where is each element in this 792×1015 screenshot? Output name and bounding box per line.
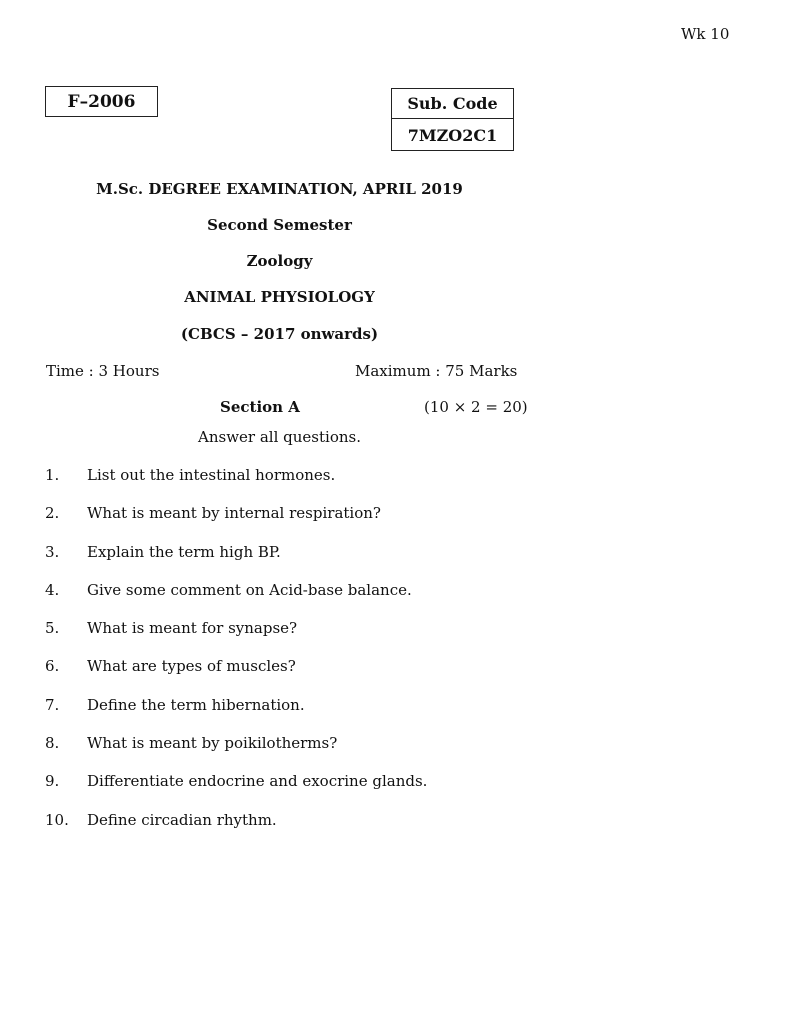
question-text: What is meant for synapse? [87, 619, 298, 638]
question-list [45, 466, 427, 849]
question-number: 6. [45, 657, 60, 676]
time-allowed: Time : 3 Hours [46, 362, 160, 380]
question-number: 4. [45, 580, 60, 599]
question-item [45, 696, 427, 734]
page-reference: Wk 10 [681, 25, 730, 43]
question-item [45, 734, 427, 772]
question-text: Define the term hibernation. [87, 695, 305, 714]
question-item [45, 811, 427, 849]
section-instruction: Answer all questions. [198, 428, 361, 446]
paper-title: ANIMAL PHYSIOLOGY [184, 288, 375, 306]
sub-code-label: Sub. Code [392, 89, 513, 119]
question-text: Differentiate endocrine and exocrine glands. [87, 772, 428, 791]
question-item [45, 772, 427, 810]
paper-code: F–2006 [67, 91, 136, 112]
question-item [45, 466, 427, 504]
question-text: What are types of muscles? [87, 657, 296, 676]
question-number: 8. [45, 734, 60, 753]
question-item [45, 543, 427, 581]
section-marks: (10 × 2 = 20) [424, 398, 528, 416]
sub-code-value: 7MZO2C1 [407, 125, 498, 145]
question-number: 1. [45, 466, 60, 484]
question-number: 7. [45, 695, 60, 714]
question-text: Explain the term high BP. [87, 542, 281, 561]
question-number: 3. [45, 542, 60, 561]
scheme: (CBCS – 2017 onwards) [180, 325, 379, 343]
subject: Zoology [246, 252, 313, 270]
question-text: Give some comment on Acid-base balance. [87, 580, 412, 599]
section-title: Section A [220, 398, 300, 416]
question-text: Define circadian rhythm. [87, 810, 277, 829]
question-text: What is meant by poikilotherms? [87, 734, 338, 753]
question-item [45, 657, 427, 695]
question-number: 5. [45, 619, 60, 638]
question-text: List out the intestinal hormones. [87, 466, 336, 484]
paper-code-box [45, 86, 158, 117]
semester: Second Semester [207, 216, 352, 234]
question-number: 10. [45, 810, 69, 829]
question-number: 2. [45, 504, 60, 523]
question-item [45, 504, 427, 542]
question-text: What is meant by internal respiration? [87, 504, 381, 523]
question-number: 9. [45, 772, 60, 791]
question-item [45, 619, 427, 657]
exam-title: M.Sc. DEGREE EXAMINATION, APRIL 2019 [96, 180, 463, 198]
question-item [45, 581, 427, 619]
maximum-marks: Maximum : 75 Marks [355, 362, 518, 380]
sub-code-box [391, 88, 514, 151]
